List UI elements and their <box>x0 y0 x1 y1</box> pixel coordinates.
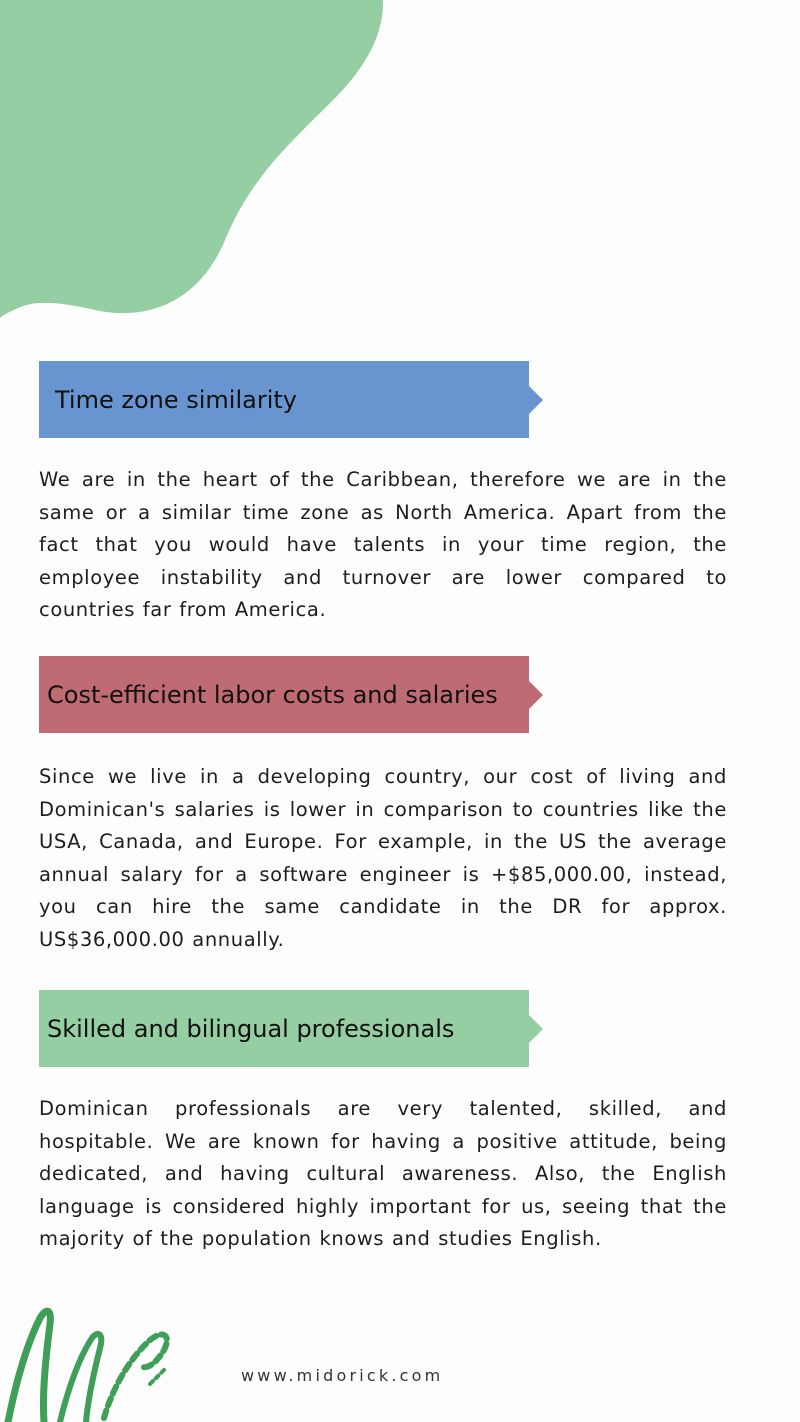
section-header-skilled-bilingual <box>39 990 529 1067</box>
section-title: Time zone similarity <box>55 385 297 414</box>
section-body-time-zone: We are in the heart of the Caribbean, therefore we are in the same or a similar time zone as North America. Apart from the fact that you would have talents in your time region, the employee instability and turnover are lower compared to countries far from America. <box>39 468 727 622</box>
arrow-right-icon <box>529 681 543 709</box>
section-title: Skilled and bilingual professionals <box>47 1014 455 1043</box>
arrow-right-icon <box>529 386 543 414</box>
section-header-time-zone <box>39 361 529 438</box>
section-body-skilled-bilingual: Dominican professionals are very talented, skilled, and hospitable. We are known for having a positive attitude, being dedicated, and having cultural awareness. Also, the English language is considered highly important for us, seeing that the majority of the population knows and studies English. <box>39 1097 727 1251</box>
section-body-cost-efficient: Since we live in a developing country, our cost of living and Dominican's salaries is lower in comparison to countries like the USA, Canada, and Europe. For example, in the US the average annual salary for a software engineer is +$85,000.00, instead, you can hire the same candidate in the DR for approx. US$36,000.00 annually. <box>39 765 727 951</box>
section-header-cost-efficient <box>39 656 529 733</box>
arrow-right-icon <box>529 1015 543 1043</box>
brand-logo-icon <box>0 1300 190 1422</box>
website-url[interactable]: www.midorick.com <box>241 1366 444 1385</box>
decorative-green-blob <box>0 0 400 330</box>
section-title: Cost-efficient labor costs and salaries <box>47 680 498 709</box>
